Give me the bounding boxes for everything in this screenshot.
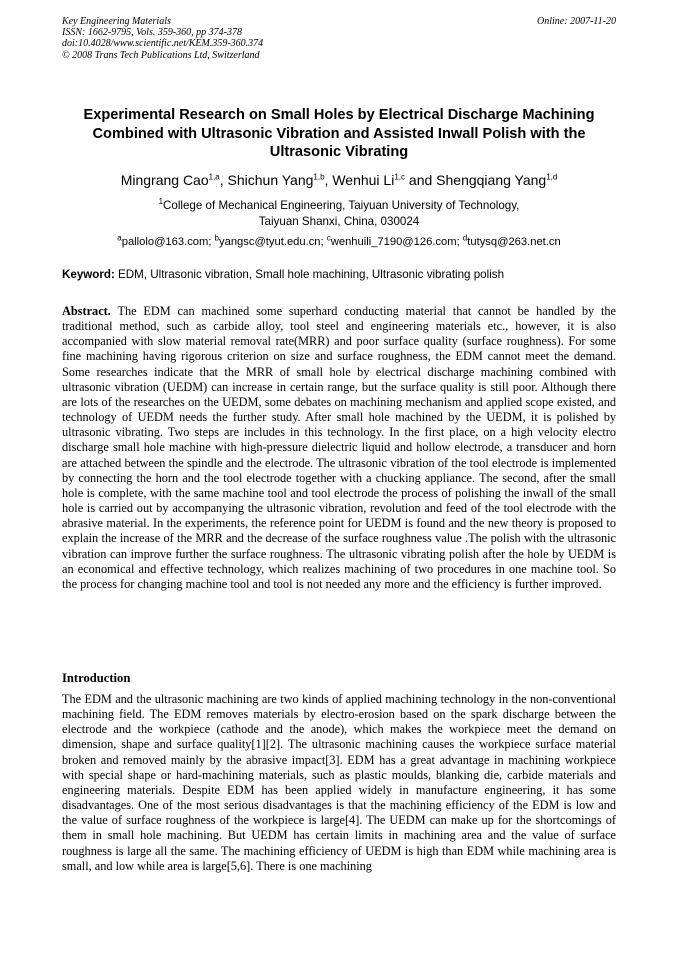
introduction-text: The EDM and the ultrasonic machining are two kinds of applied machining technology in the non-conventional machining field. The EDM removes materials by electro-erosion based on the spark discharge between the electrode and the workpiece (cathode and the anode), which makes the workpiece meet the demand on dimension, shape and surface quality[1][2]. The ultrasonic machining causes the workpiece surface material broken and removed mainly by the abrasive impact[3]. EDM has a great advantage in machining workpiece with special shape or hard-machining materials, such as plastic moulds, blanking die, carbide materials and engineering materials. Despite EDM has been applied widely in manufacture engineering, it has some disadvantages. One of the most serious disadvantages is that the machining efficiency of the EDM is low and the value of surface roughness of the workpiece is large[4]. The UEDM can make up for the shortcomings of them in small hole machining. But UEDM has certain limits in machining area and the value of surface roughness is large all the same. The machining efficiency of UEDM is high than EDM while machining area is small, and low while area is large[5,6]. There is one machining: [62, 692, 616, 873]
author-affiliation-mark: 1,b: [313, 172, 325, 182]
keywords: [62, 268, 616, 282]
author-name: Shengqiang Yang: [436, 172, 547, 188]
email-address: pallolo@163.com;: [121, 236, 215, 248]
author-separator: ,: [219, 172, 228, 188]
author-name: Mingrang Cao: [120, 172, 209, 188]
email-mark: b: [214, 233, 219, 243]
journal-name: Key Engineering Materials: [62, 16, 171, 27]
email-mark: c: [326, 233, 331, 243]
author-name: Shichun Yang: [227, 172, 314, 188]
email-mark: d: [462, 233, 468, 243]
author-list: [62, 171, 616, 189]
affiliation-line-2: Taiyuan Shanxi, China, 030024: [258, 214, 420, 228]
author-affiliation-mark: 1,a: [208, 172, 220, 182]
author-separator: ,: [324, 172, 333, 188]
affiliation: [62, 198, 616, 229]
affiliation-line-1: [62, 198, 616, 214]
paper-title: Experimental Research on Small Holes by Electrical Discharge Machining Combined with Ultrasonic Vibration and Assisted Inwall Polish with the Ultrasonic Vibrating: [83, 107, 595, 160]
journal-header: [62, 16, 616, 61]
email-mark: a: [117, 233, 122, 243]
keyword-label: Keyword:: [62, 268, 115, 281]
keyword-text: EDM, Ultrasonic vibration, Small hole machining, Ultrasonic vibrating polish: [114, 268, 505, 281]
doi-line: doi:10.4028/www.scientific.net/KEM.359-360.374: [62, 38, 264, 50]
affiliation-mark: 1: [158, 197, 164, 207]
author-name: Wenhui Li: [332, 172, 395, 188]
copyright-line: © 2008 Trans Tech Publications Ltd, Switzerland: [62, 49, 260, 61]
email-address: yangsc@tyut.edu.cn;: [219, 236, 327, 248]
online-date: Online: 2007-11-20: [537, 16, 616, 27]
issn-line: ISSN: 1662-9795, Vols. 359-360, pp 374-378: [62, 27, 242, 39]
affiliation-text: College of Mechanical Engineering, Taiyuan University of Technology,: [163, 199, 520, 212]
abstract-label: Abstract.: [62, 304, 111, 318]
author-affiliation-mark: 1,d: [546, 172, 558, 182]
abstract-text: The EDM can machined some superhard conducting material that cannot be handled by the traditional method, such as carbide alloy, tool steel and engineering materials etc., however, it is also accompanied with slow material removal rate(MRR) and poor surface quality (surface roughness). For some fine machining having rigorous criterion on size and surface roughness, the EDM cannot meet the demand. Some researches indicate that the MRR of small hole by electrical discharge machining combined with ultrasonic vibration (UEDM) can increase in certain range, but the surface quality is still poor. Although there are lots of the researches on the UEDM, some debates on machining mechanism and applied scope existed, and technology of UEDM needs the further study. After small hole machined by the UEDM, it is polished by ultrasonic vibrating. Two steps are includes in this technology. In the first place, on a high velocity electro discharge small hole machine with high-pressure dielectric liquid and hollow electrode, a transducer and horn are attached between the spindle and the electrode. The ultrasonic vibration of the tool electrode is implemented by connecting the horn and the tool electrode together with a chucking appliance. The second, after the small hole is complete, with the same machine tool and tool electrode the process of polishing the inwall of the small hole is carried out by accompanying the ultrasonic vibration, revolution and feed of the tool electrode with the abrasive material. In the experiments, the reference point for UEDM is found and the new theory is proposed to explain the increase of the MRR and the decrease of the surface roughness value .The polish with the ultrasonic vibration can improve further the surface roughness. The ultrasonic vibrating polish after the hole by UEDM is an economical and effective technology, which realizes machining of two procedures in one machine tool. So the process for changing machine tool and tool is not needed any more and the efficiency is further improved.: [62, 304, 616, 591]
author-separator: and: [405, 172, 437, 188]
email-address: wenhuili_7190@126.com;: [330, 236, 463, 248]
author-affiliation-mark: 1,c: [394, 172, 406, 182]
introduction-heading: Introduction: [62, 671, 131, 685]
email-list: [62, 235, 616, 249]
abstract: [62, 304, 616, 592]
email-address: tutysq@263.net.cn: [467, 236, 561, 248]
